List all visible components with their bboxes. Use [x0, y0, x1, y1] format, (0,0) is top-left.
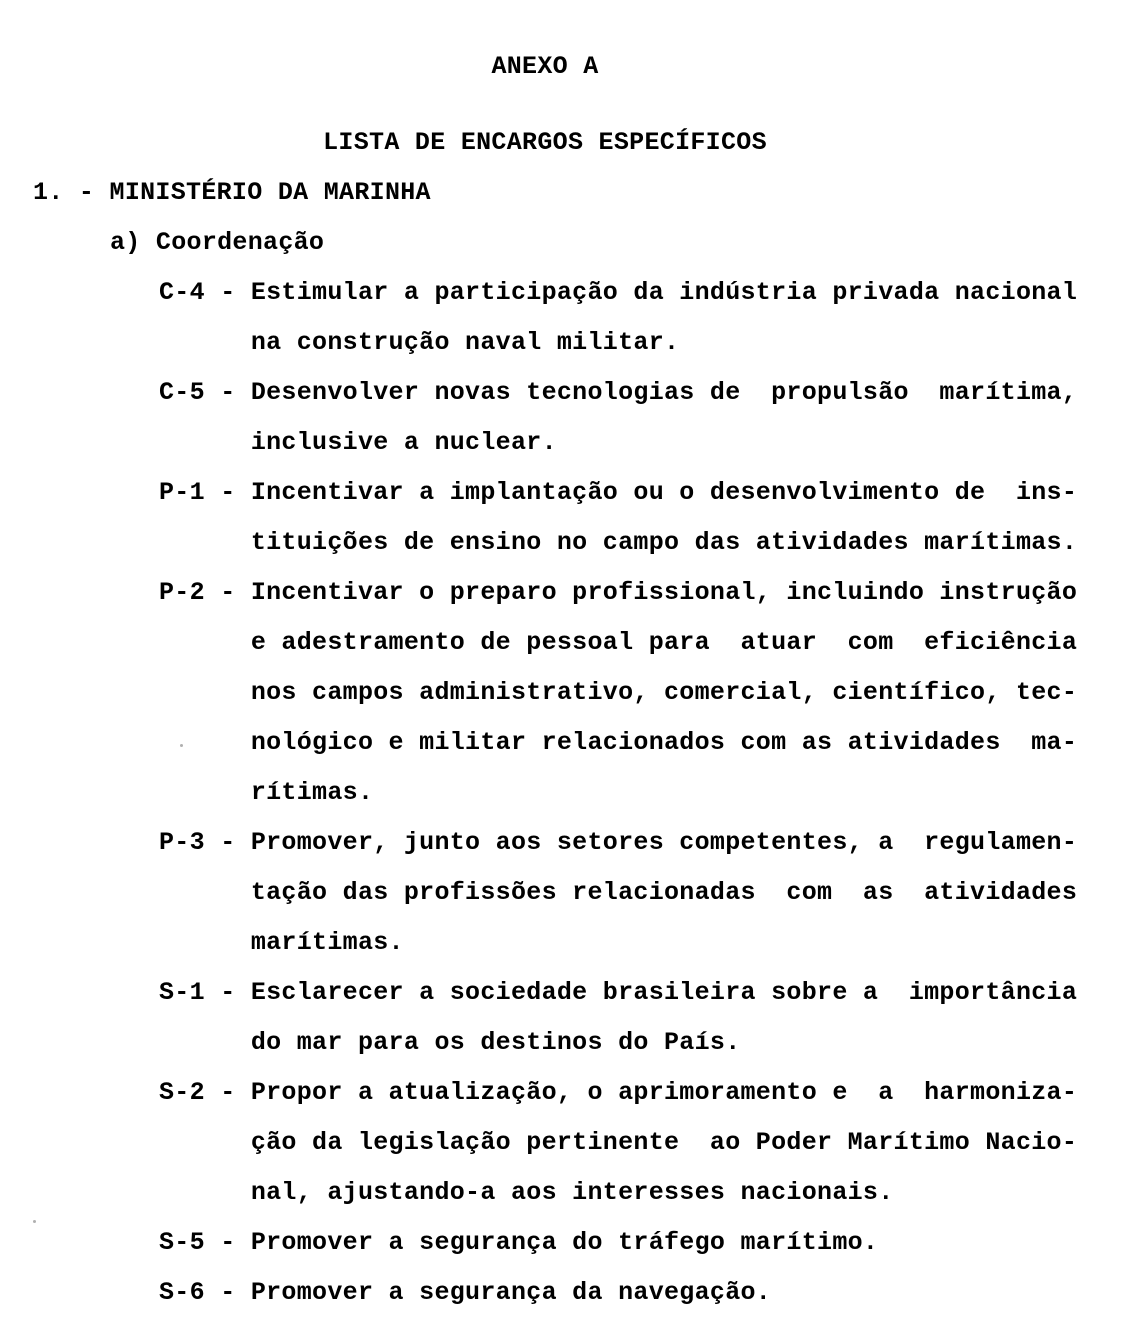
item-lines — [251, 968, 1077, 1068]
item-line: Desenvolver novas tecnologias de propulsão marítima, — [250, 378, 1078, 407]
annex-title: ANEXO A — [491, 52, 599, 81]
list-item — [159, 268, 1129, 368]
scan-artifact — [180, 744, 183, 747]
item-lines — [251, 818, 1077, 968]
item-line: na construção naval militar. — [250, 328, 680, 357]
item-line: Estimular a participação da indústria privada nacional — [250, 278, 1078, 307]
item-line: Promover a segurança da navegação. — [250, 1278, 772, 1307]
item-lines — [251, 1218, 878, 1268]
item-code: P-1 - — [159, 478, 251, 507]
item-line: Incentivar o preparo profissional, incluindo instrução — [250, 578, 1078, 607]
list-title: LISTA DE ENCARGOS ESPECÍFICOS — [323, 128, 767, 157]
items-list — [159, 268, 1129, 1318]
subsection-heading: a) Coordenação — [110, 228, 325, 257]
list-item — [159, 1268, 1129, 1318]
item-line: rítimas. — [250, 778, 374, 807]
item-line: marítimas. — [250, 928, 404, 957]
scan-artifact — [33, 1220, 36, 1223]
list-item — [159, 368, 1129, 468]
item-line: ção da legislação pertinente ao Poder Marítimo Nacio- — [250, 1128, 1078, 1157]
item-line: nal, ajustando-a aos interesses nacionais. — [250, 1178, 894, 1207]
item-code: P-2 - — [159, 578, 251, 607]
item-line: inclusive a nuclear. — [250, 428, 557, 457]
list-item — [159, 818, 1129, 968]
section-heading: 1. - MINISTÉRIO DA MARINHA — [33, 178, 431, 207]
item-line: nológico e militar relacionados com as atividades ma- — [250, 728, 1078, 757]
item-line: Promover, junto aos setores competentes, a regulamen- — [250, 828, 1078, 857]
item-lines — [251, 268, 1077, 368]
list-item — [159, 568, 1129, 818]
item-line: Promover a segurança do tráfego marítimo. — [250, 1228, 879, 1257]
item-line: Incentivar a implantação ou o desenvolvimento de ins- — [250, 478, 1078, 507]
list-item — [159, 468, 1129, 568]
item-lines — [251, 1068, 1077, 1218]
item-line: Propor a atualização, o aprimoramento e a harmoniza- — [250, 1078, 1078, 1107]
item-code: S-2 - — [159, 1078, 251, 1107]
list-item — [159, 968, 1129, 1068]
list-item — [159, 1068, 1129, 1218]
item-lines — [251, 1268, 771, 1318]
item-code: S-6 - — [159, 1278, 251, 1307]
item-code: C-4 - — [159, 278, 251, 307]
item-line: nos campos administrativo, comercial, científico, tec- — [250, 678, 1078, 707]
item-code: C-5 - — [159, 378, 251, 407]
item-line: tituições de ensino no campo das atividades marítimas. — [250, 528, 1078, 557]
item-lines — [251, 468, 1077, 568]
item-lines — [251, 568, 1077, 818]
item-line: tação das profissões relacionadas com as atividades — [250, 878, 1078, 907]
list-item — [159, 1218, 1129, 1268]
item-line: e adestramento de pessoal para atuar com eficiência — [250, 628, 1078, 657]
item-code: P-3 - — [159, 828, 251, 857]
item-code: S-1 - — [159, 978, 251, 1007]
item-code: S-5 - — [159, 1228, 251, 1257]
item-line: do mar para os destinos do País. — [250, 1028, 741, 1057]
item-line: Esclarecer a sociedade brasileira sobre a importância — [250, 978, 1078, 1007]
item-lines — [251, 368, 1077, 468]
